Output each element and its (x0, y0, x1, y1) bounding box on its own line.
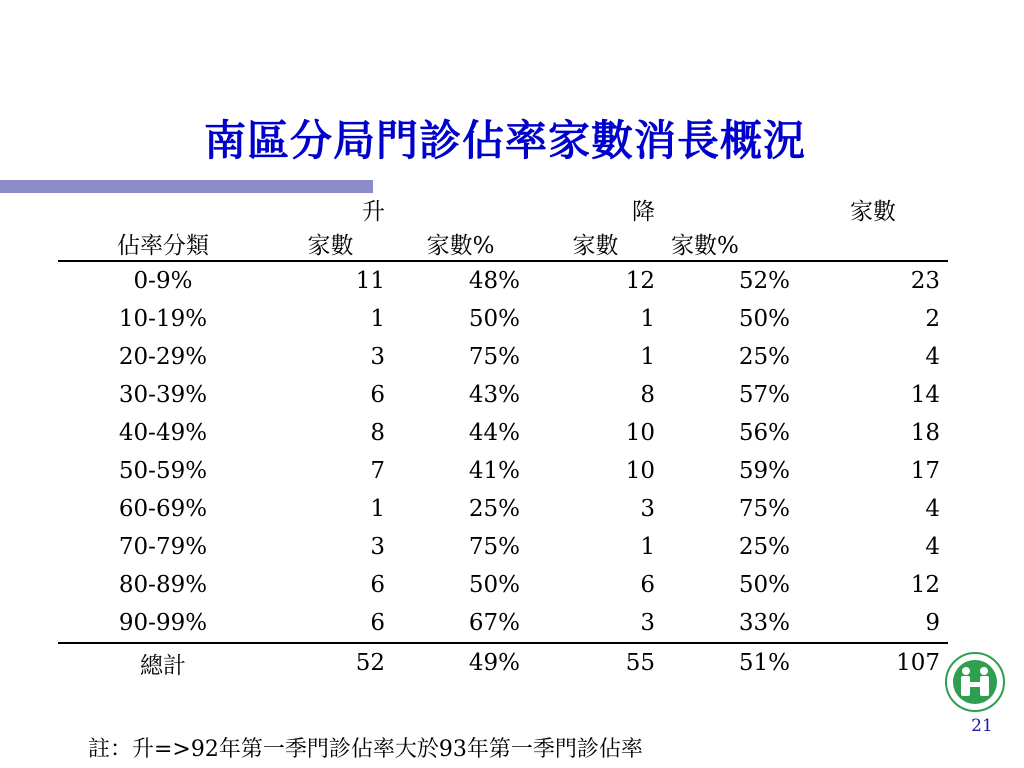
table-row (58, 452, 948, 490)
cell-up-pct: 67% (468, 610, 520, 636)
cell-up-count: 3 (370, 344, 385, 370)
health-insurance-logo-icon (944, 651, 1006, 713)
cell-up-count: 8 (370, 420, 385, 446)
slide-title: 南區分局門診佔率家數消長概況 (203, 116, 806, 165)
cell-down-pct: 56% (738, 420, 790, 446)
footnote: 註：升=>92年第一季門診佔率大於93年第一季門診佔率 (88, 737, 643, 762)
header-up: 升 (362, 198, 385, 225)
cell-up-count: 3 (370, 534, 385, 560)
cell-up-pct: 75% (468, 534, 520, 560)
cell-down-pct: 25% (738, 534, 790, 560)
cell-down-count: 3 (640, 610, 655, 636)
cell-total: 17 (910, 458, 940, 484)
cell-down-pct: 50% (738, 306, 790, 332)
header-total: 家數 (850, 198, 896, 225)
header-total-blank (798, 226, 948, 261)
cell-up-pct: 50% (468, 572, 520, 598)
cell-total: 2 (925, 306, 940, 332)
cell-total: 4 (925, 534, 940, 560)
cell-category: 50-59% (118, 458, 208, 484)
cell-up-count: 6 (370, 572, 385, 598)
cell-up-count: 1 (370, 496, 385, 522)
cell-down-pct: 51% (663, 643, 798, 682)
cell-up-count: 6 (370, 610, 385, 636)
cell-category: 90-99% (118, 610, 208, 636)
cell-up-pct: 50% (468, 306, 520, 332)
cell-total: 12 (910, 572, 940, 598)
header-empty (58, 192, 268, 226)
cell-up-count: 7 (370, 458, 385, 484)
cell-down-count: 8 (640, 382, 655, 408)
cell-total: 18 (910, 420, 940, 446)
table-row (58, 566, 948, 604)
cell-category: 10-19% (118, 306, 208, 332)
table-row (58, 338, 948, 376)
cell-down-count: 3 (640, 496, 655, 522)
header-empty (663, 192, 798, 226)
cell-down-pct: 75% (738, 496, 790, 522)
cell-category: 30-39% (118, 382, 208, 408)
header-up-pct: 家數% (393, 226, 528, 261)
cell-up-count: 1 (370, 306, 385, 332)
cell-down-pct: 52% (738, 268, 790, 294)
cell-up-count: 11 (355, 268, 385, 294)
cell-down-count: 12 (625, 268, 655, 294)
cell-total: 107 (798, 643, 948, 682)
cell-category: 80-89% (118, 572, 208, 598)
occupancy-table-container (58, 192, 948, 682)
cell-category: 總計 (58, 643, 268, 682)
cell-total: 4 (925, 496, 940, 522)
cell-category: 70-79% (118, 534, 208, 560)
header-row-1 (58, 192, 948, 226)
cell-up-pct: 44% (468, 420, 520, 446)
total-row (58, 643, 948, 682)
header-empty (393, 192, 528, 226)
cell-total: 14 (910, 382, 940, 408)
cell-down-count: 1 (640, 344, 655, 370)
table-row (58, 300, 948, 338)
table-row (58, 490, 948, 528)
table-body (58, 192, 948, 682)
cell-down-pct: 57% (738, 382, 790, 408)
page-number: 21 (971, 716, 993, 736)
occupancy-table (58, 192, 948, 682)
header-down-count: 家數 (528, 226, 663, 261)
cell-down-count: 1 (640, 306, 655, 332)
header-up-count: 家數 (268, 226, 393, 261)
cell-category: 20-29% (118, 344, 208, 370)
header-down: 降 (632, 198, 655, 225)
cell-up-pct: 43% (468, 382, 520, 408)
cell-total: 23 (910, 268, 940, 294)
cell-down-pct: 50% (738, 572, 790, 598)
cell-up-pct: 25% (468, 496, 520, 522)
cell-down-pct: 25% (738, 344, 790, 370)
table-row (58, 376, 948, 414)
cell-down-count: 10 (625, 458, 655, 484)
cell-category: 0-9% (133, 268, 193, 294)
table-row (58, 528, 948, 566)
cell-down-pct: 33% (738, 610, 790, 636)
header-category: 佔率分類 (58, 226, 268, 261)
cell-up-count: 6 (370, 382, 385, 408)
cell-up-pct: 75% (468, 344, 520, 370)
cell-down-count: 6 (640, 572, 655, 598)
cell-total: 9 (925, 610, 940, 636)
header-row-2 (58, 226, 948, 261)
cell-category: 40-49% (118, 420, 208, 446)
cell-down-pct: 59% (738, 458, 790, 484)
cell-up-pct: 41% (468, 458, 520, 484)
header-down-pct: 家數% (663, 226, 798, 261)
cell-up-pct: 48% (468, 268, 520, 294)
cell-total: 4 (925, 344, 940, 370)
table-row (58, 261, 948, 300)
cell-up-pct: 49% (393, 643, 528, 682)
table-row (58, 604, 948, 643)
table-row (58, 414, 948, 452)
cell-down-count: 55 (528, 643, 663, 682)
cell-down-count: 10 (625, 420, 655, 446)
cell-up-count: 52 (268, 643, 393, 682)
cell-category: 60-69% (118, 496, 208, 522)
cell-down-count: 1 (640, 534, 655, 560)
